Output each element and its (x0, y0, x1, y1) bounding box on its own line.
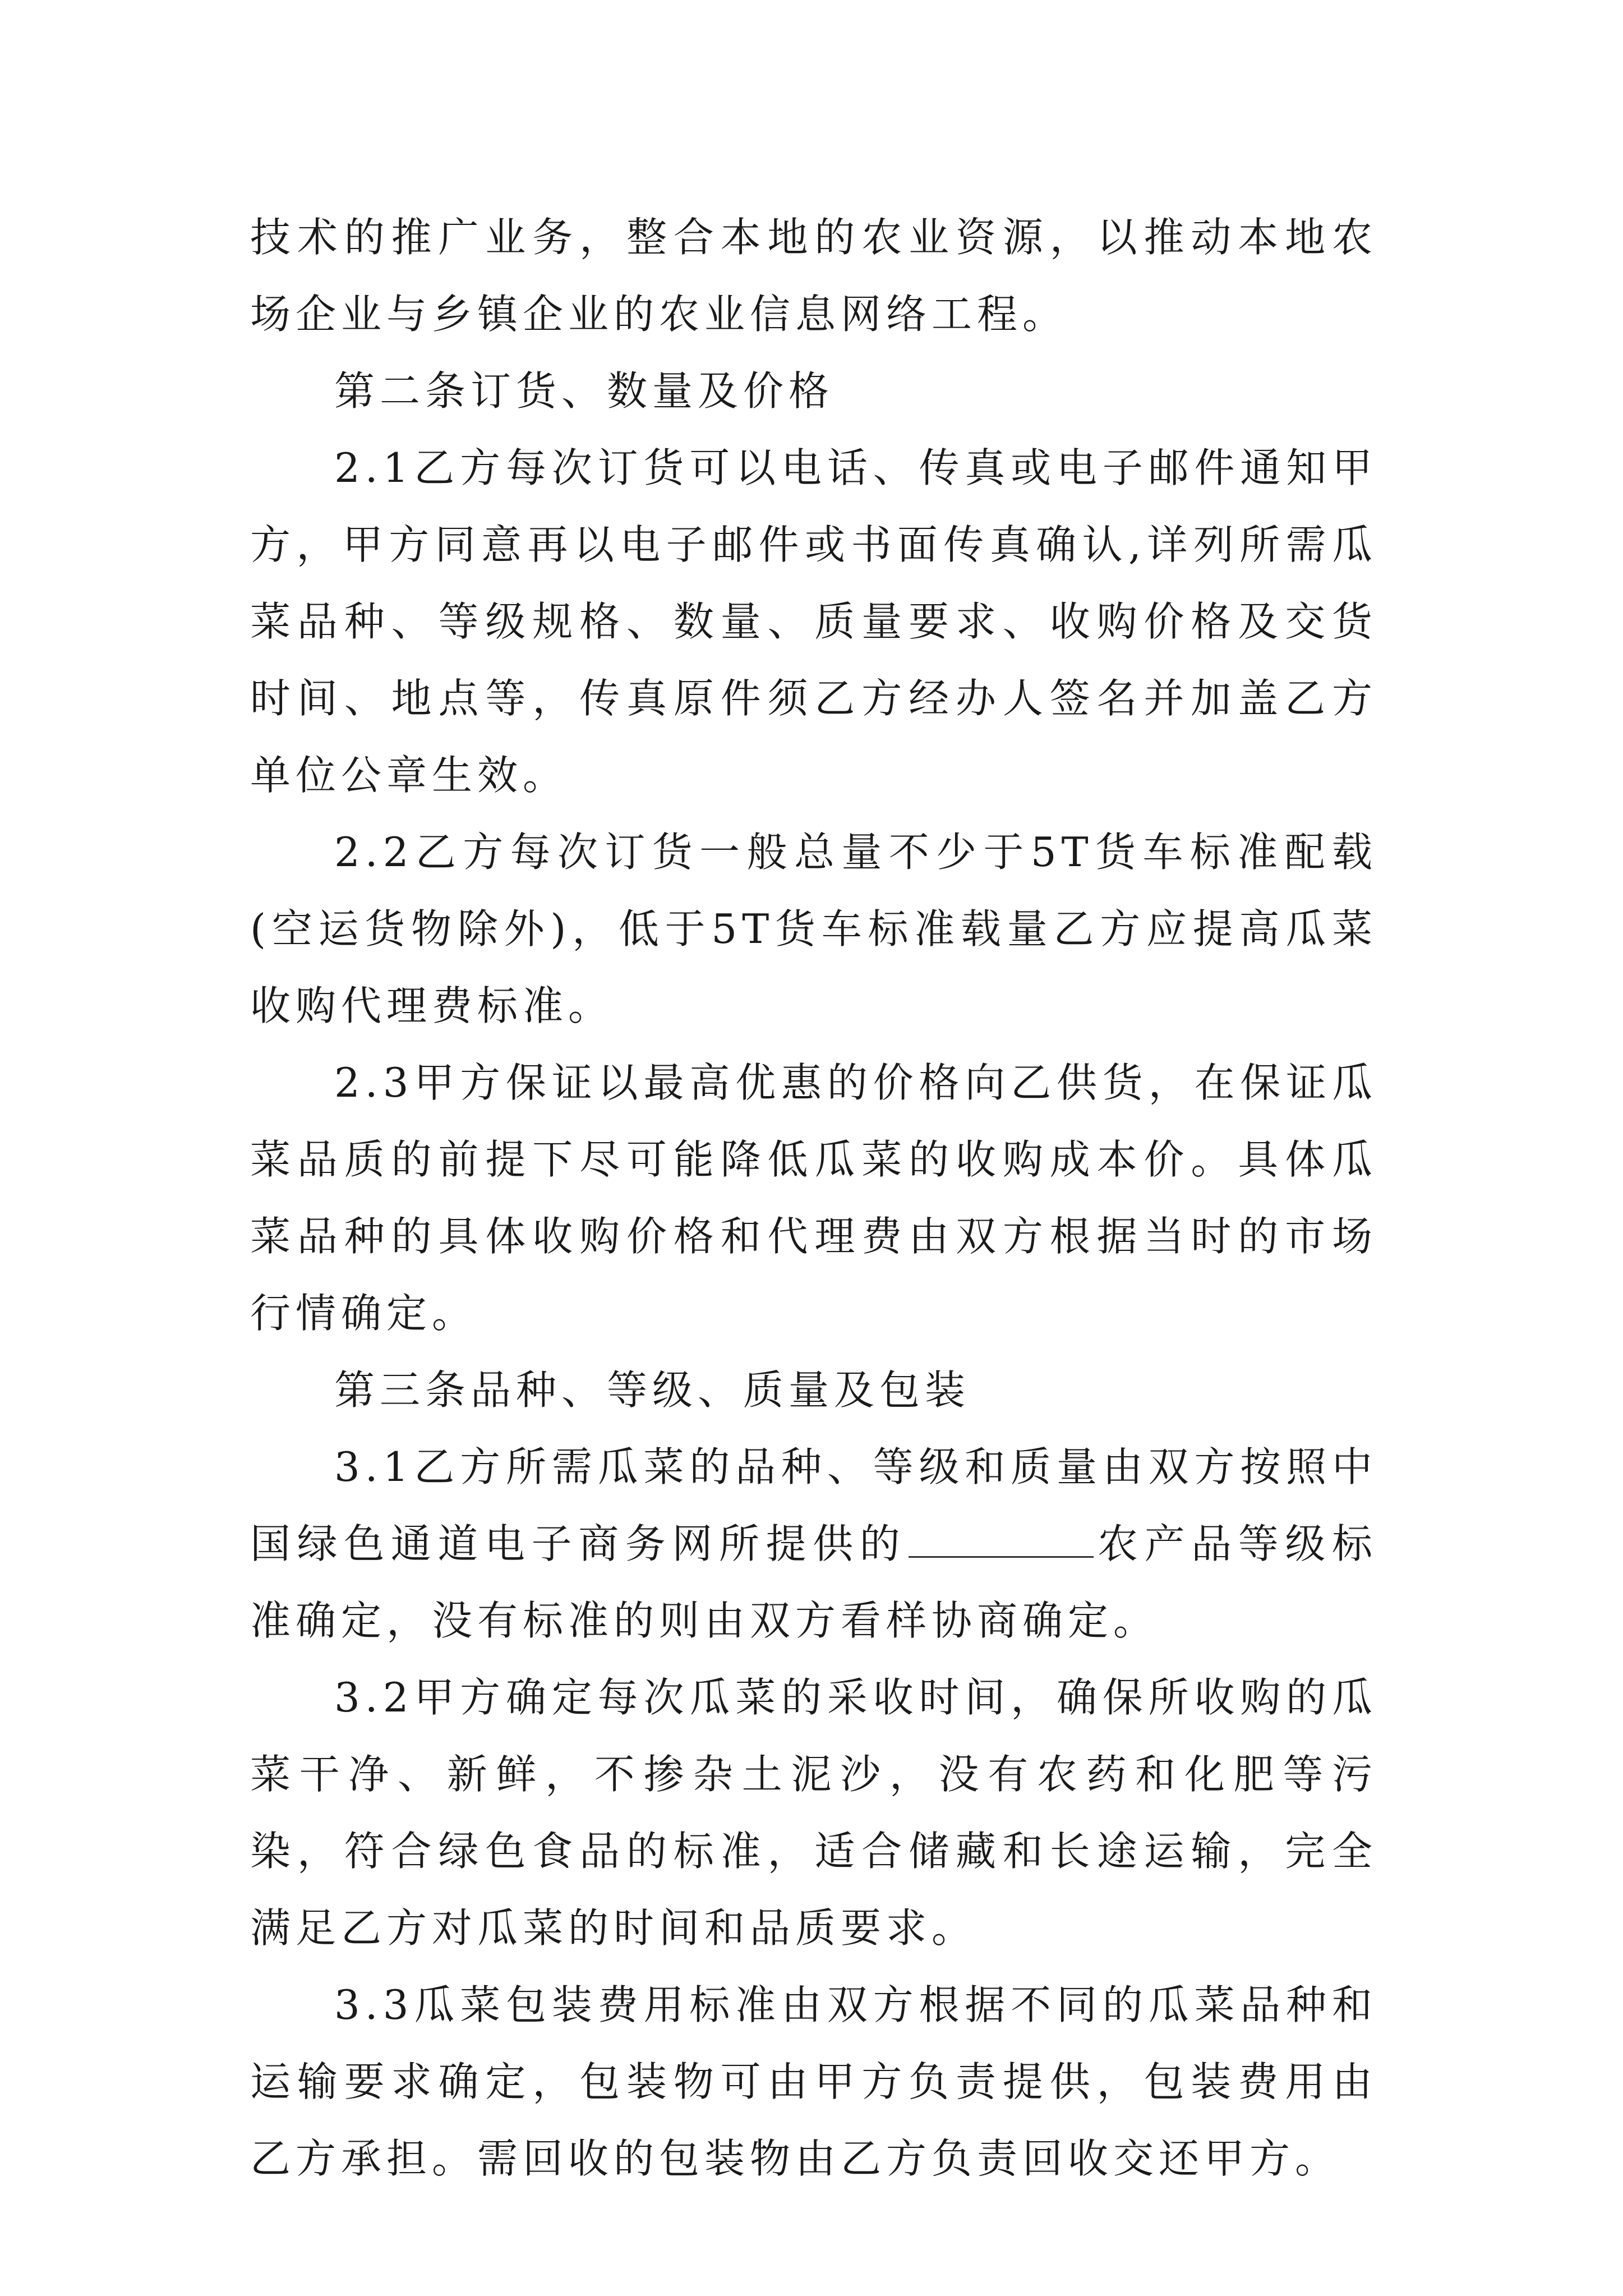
document-body (250, 199, 1377, 2197)
clause-2-2: 2.2乙方每次订货一般总量不少于5T货车标准配载(空运货物除外)，低于5T货车标准载量乙方应提高瓜菜收购代理费标准。 (250, 829, 1377, 1029)
article-2-heading: 第二条订货、数量及价格 (334, 367, 834, 415)
clause-3-2: 3.2甲方确定每次瓜菜的采收时间，确保所收购的瓜菜干净、新鲜，不掺杂土泥沙，没有农药和化肥等污染，符合绿色食品的标准，适合储藏和长途运输，完全满足乙方对瓜菜的时间和品质要求。 (250, 1674, 1377, 1952)
fill-in-blank (909, 1522, 1094, 1558)
paragraph-continued: 技术的推广业务，整合本地的农业资源，以推动本地农场企业与乡镇企业的农业信息网络工程。 (250, 214, 1377, 338)
clause-3-1-text-before: 3.1乙方所需瓜菜的品种、等级和质量由双方按照中国绿色通道电子商务网所提供的 (250, 1443, 1377, 1567)
clause-3-1-text-after: 农产品等级标准确定，没有标准的则由双方看样协商确定。 (250, 1520, 1377, 1644)
clause-2-1: 2.1乙方每次订货可以电话、传真或电子邮件通知甲方，甲方同意再以电子邮件或书面传真确认,详列所需瓜菜品种、等级规格、数量、质量要求、收购价格及交货时间、地点等，传真原件须乙方经办人签名并加盖乙方单位公章生效。 (250, 444, 1377, 799)
clause-2-3: 2.3甲方保证以最高优惠的价格向乙供货，在保证瓜菜品质的前提下尽可能降低瓜菜的收购成本价。具体瓜菜品种的具体收购价格和代理费由双方根据当时的市场行情确定。 (250, 1059, 1377, 1337)
article-3-heading: 第三条品种、等级、质量及包装 (334, 1366, 971, 1414)
clause-3-3: 3.3瓜菜包装费用标准由双方根据不同的瓜菜品种和运输要求确定，包装物可由甲方负责提供，包装费用由乙方承担。需回收的包装物由乙方负责回收交还甲方。 (250, 1981, 1377, 2182)
clause-3-1 (250, 1429, 1377, 1659)
